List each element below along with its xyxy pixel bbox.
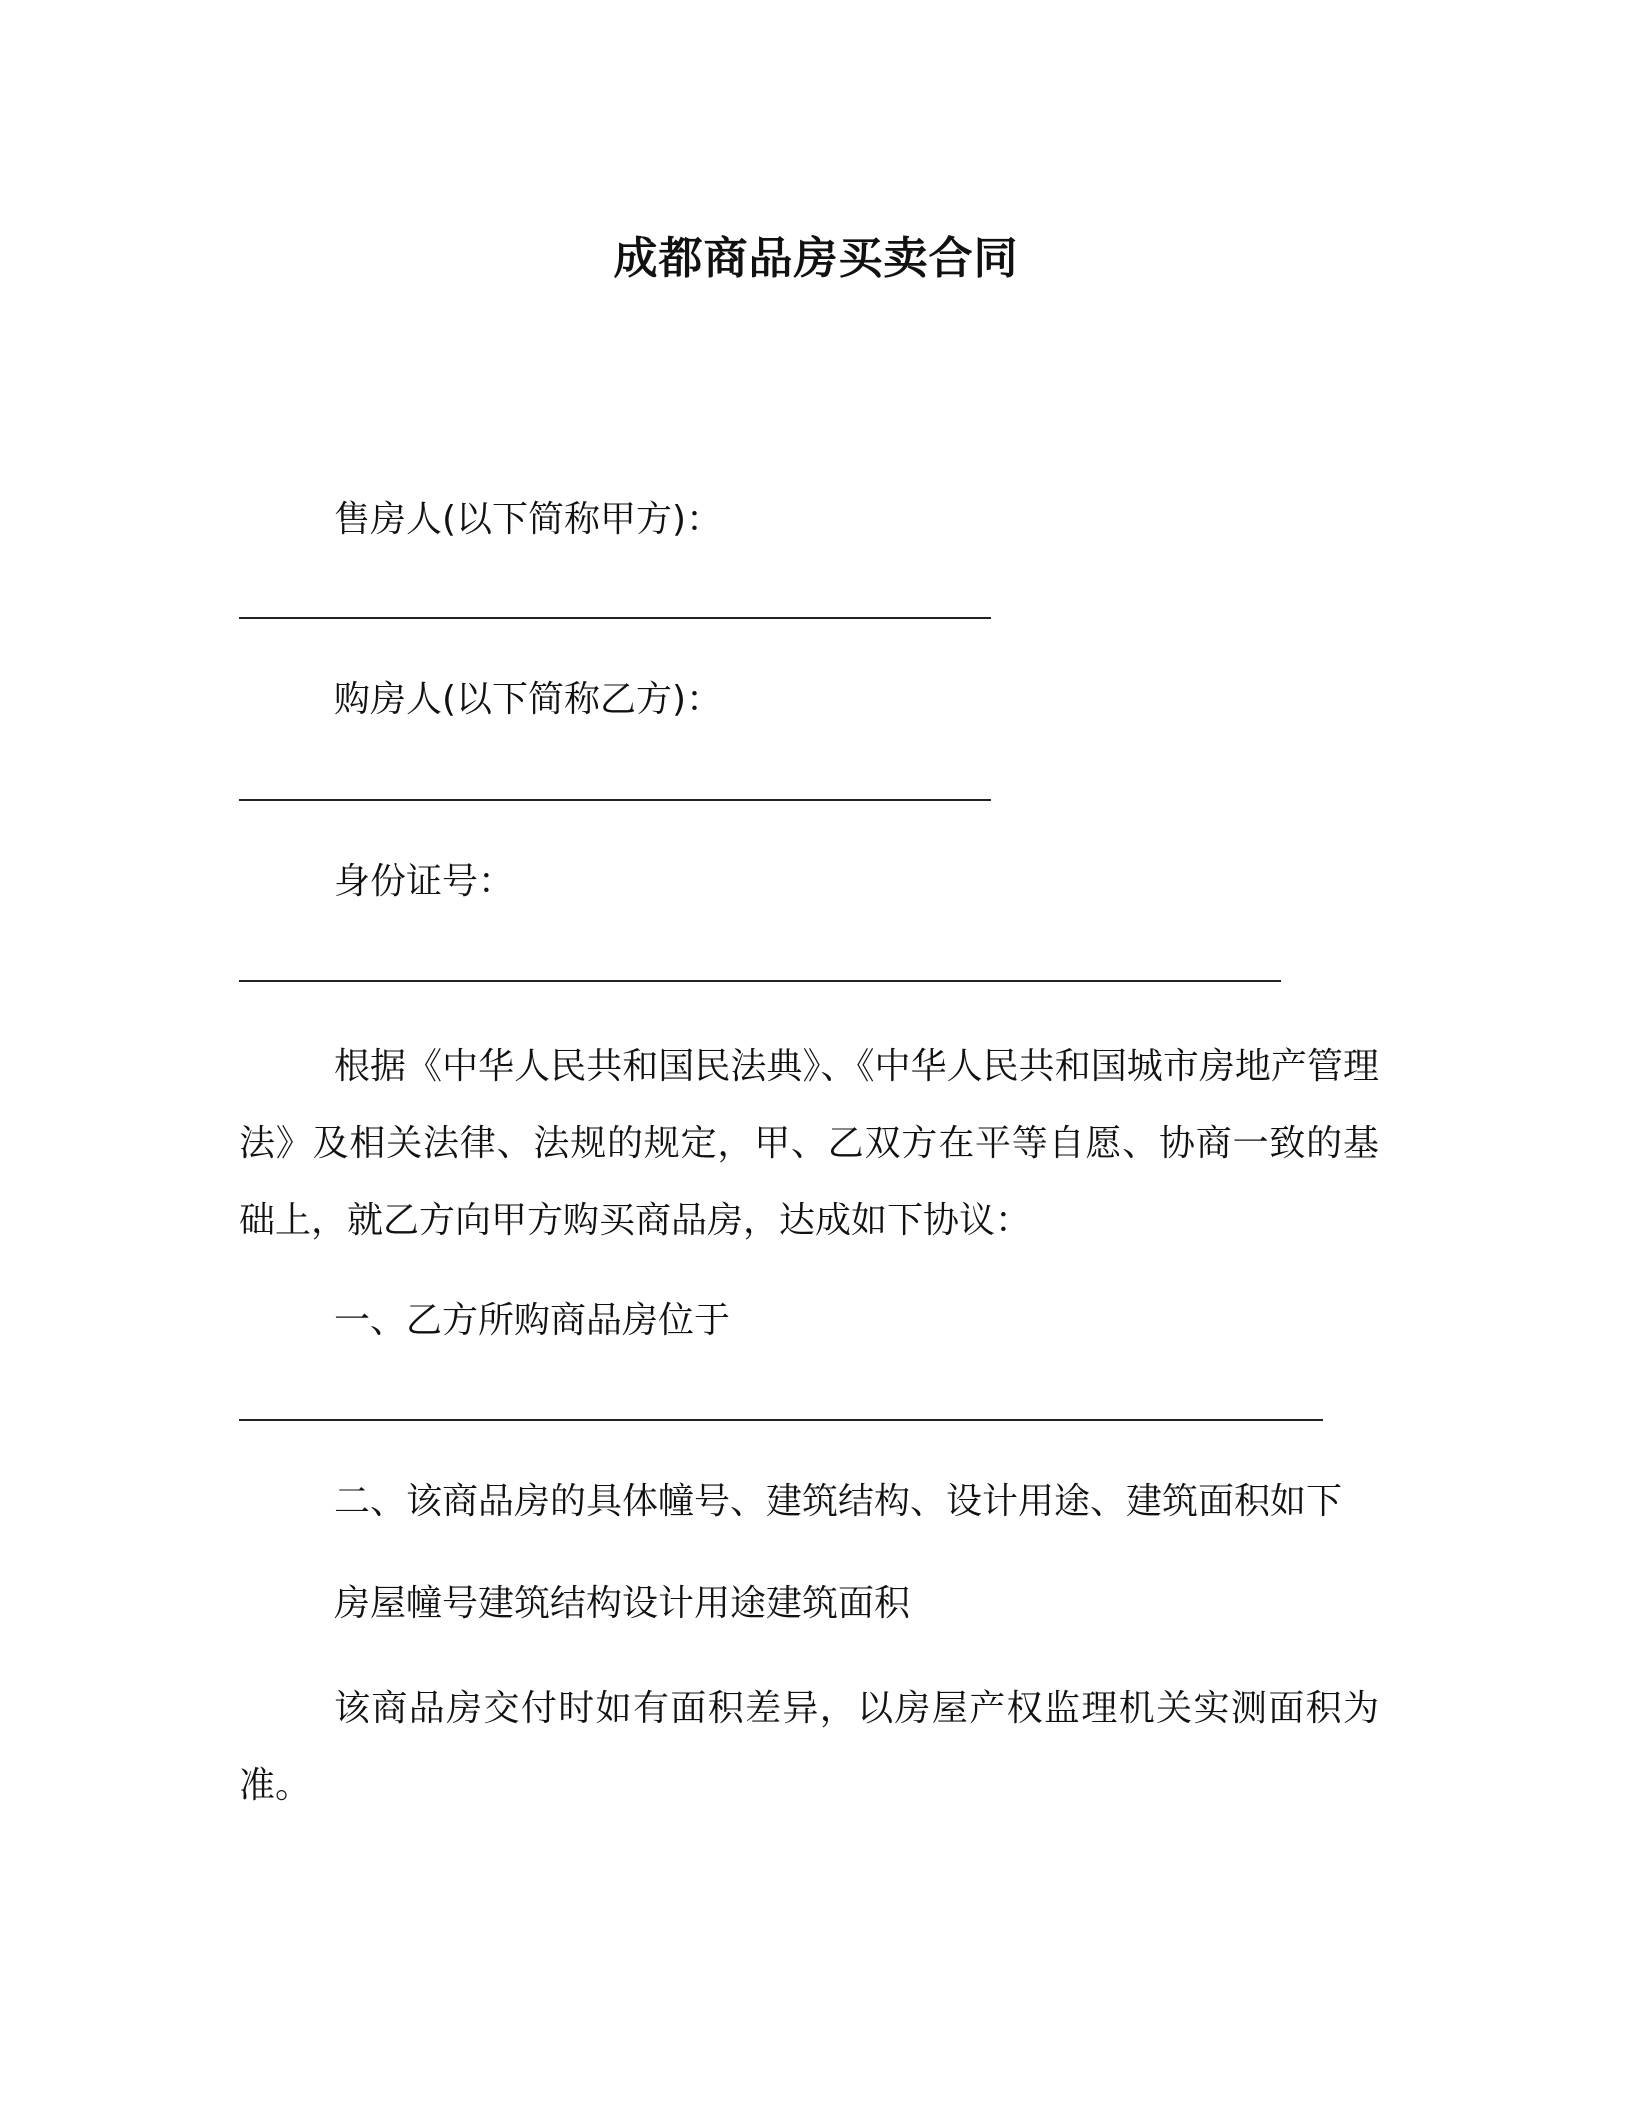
- id-number-label: 身份证号：: [334, 861, 515, 902]
- clause-2-details: 二、该商品房的具体幢号、建筑结构、设计用途、建筑面积如下: [334, 1481, 1343, 1522]
- buyer-label: 购房人(以下简称乙方)：: [334, 679, 723, 720]
- location-blank-line: [239, 1419, 1323, 1421]
- document-title: 成都商品房买卖合同: [613, 233, 1019, 284]
- area-difference-note: 该商品房交付时如有面积差异，以房屋产权监理机关实测面积为准。: [239, 1688, 1379, 1806]
- clause-1-location: 一、乙方所购商品房位于: [334, 1300, 731, 1341]
- seller-label: 售房人(以下简称甲方)：: [334, 499, 723, 540]
- seller-blank-line: [239, 617, 991, 619]
- property-table-header: 房屋幢号建筑结构设计用途建筑面积: [334, 1583, 911, 1624]
- buyer-blank-line: [239, 799, 991, 801]
- id-number-blank-line: [239, 980, 1281, 982]
- preamble-paragraph: 根据《中华人民共和国民法典》、《中华人民共和国城市房地产管理法》及相关法律、法规的规定，甲、乙双方在平等自愿、协商一致的基础上，就乙方向甲方购买商品房，达成如下协议：: [239, 1046, 1379, 1241]
